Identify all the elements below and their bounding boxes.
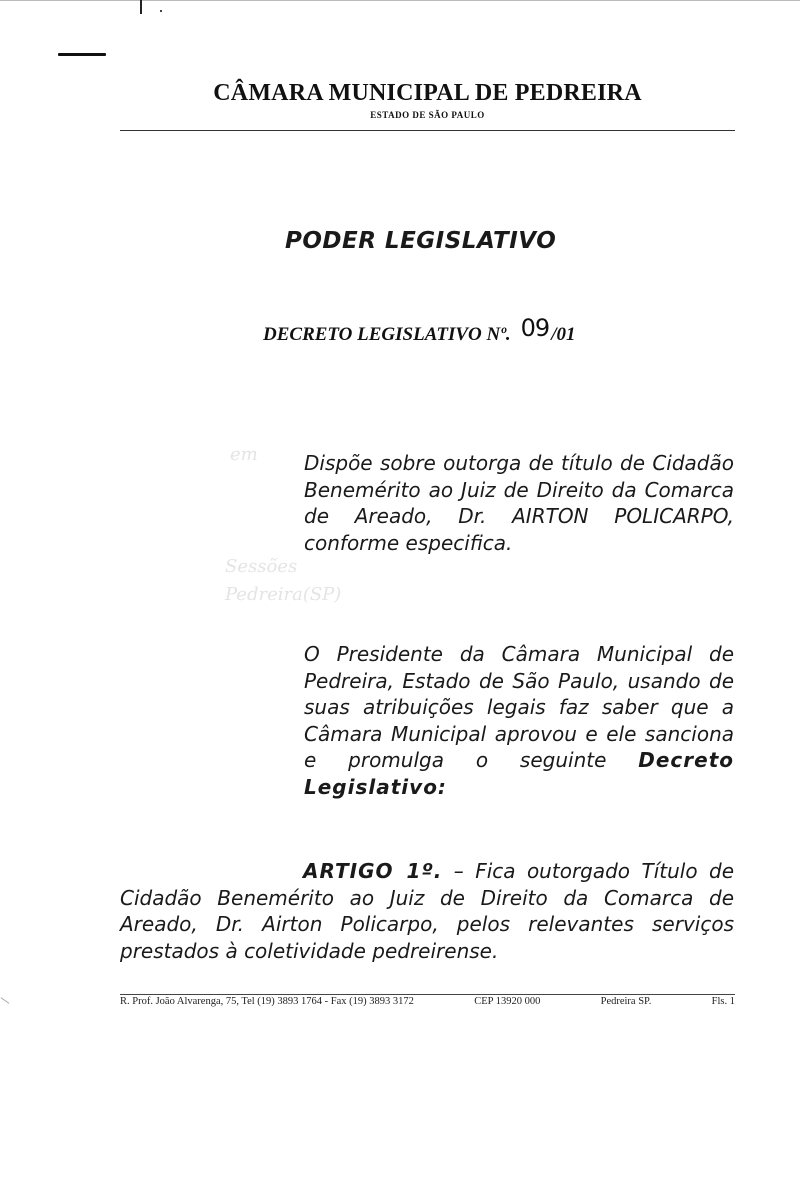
preamble-text: O Presidente da Câmara Municipal de Pedreira, Estado de São Paulo, usando de suas atribuições legais faz saber que a Câmara Municipal aprovou e ele sanciona e promulga o seguinte xyxy=(304,642,734,773)
scan-mark xyxy=(160,10,162,12)
organization-state: ESTADO DE SÃO PAULO xyxy=(370,110,485,120)
preamble-emphasis: Decreto Legislativo: xyxy=(304,748,734,799)
bleed-through: Pedreira(SP) xyxy=(225,584,342,605)
article-1 xyxy=(120,858,734,964)
scan-edge xyxy=(0,0,800,1)
ementa: Dispõe sobre outorga de título de Cidadão Benemérito ao Juiz de Direito da Comarca de Areado, Dr. AIRTON POLICARPO, conforme especifica. xyxy=(304,451,734,555)
preamble xyxy=(304,641,734,801)
decree-number-line xyxy=(263,314,576,346)
bleed-through: Sessões xyxy=(225,556,298,577)
scan-mark xyxy=(140,0,142,14)
footer-address: R. Prof. João Alvarenga, 75, Tel (19) 3893 1764 - Fax (19) 3893 3172 xyxy=(120,996,414,1007)
article-label: ARTIGO 1º. xyxy=(303,859,443,883)
footer xyxy=(120,996,735,1007)
section-title: PODER LEGISLATIVO xyxy=(285,228,557,254)
footer-sheet: Fls. 1 xyxy=(711,996,735,1007)
bleed-through: em xyxy=(230,444,258,465)
decree-label: DECRETO LEGISLATIVO Nº. xyxy=(263,324,511,345)
footer-city: Pedreira SP. xyxy=(600,996,652,1007)
article-text: – Fica outorgado Título de Cidadão Benemérito ao Juiz de Direito da Comarca de Areado, Dr. Airton Policarpo, pelos relevantes serviços prestados à coletividade pedreirense. xyxy=(120,859,734,963)
decree-year: /01 xyxy=(551,324,576,345)
organization-name: CÂMARA MUNICIPAL DE PEDREIRA xyxy=(213,80,642,106)
pen-mark xyxy=(58,53,106,56)
decree-number-handwritten: 09 xyxy=(520,314,550,342)
header-rule xyxy=(120,130,735,131)
scan-mark xyxy=(1,997,10,1004)
footer-cep: CEP 13920 000 xyxy=(474,996,541,1007)
footer-rule xyxy=(120,994,735,995)
